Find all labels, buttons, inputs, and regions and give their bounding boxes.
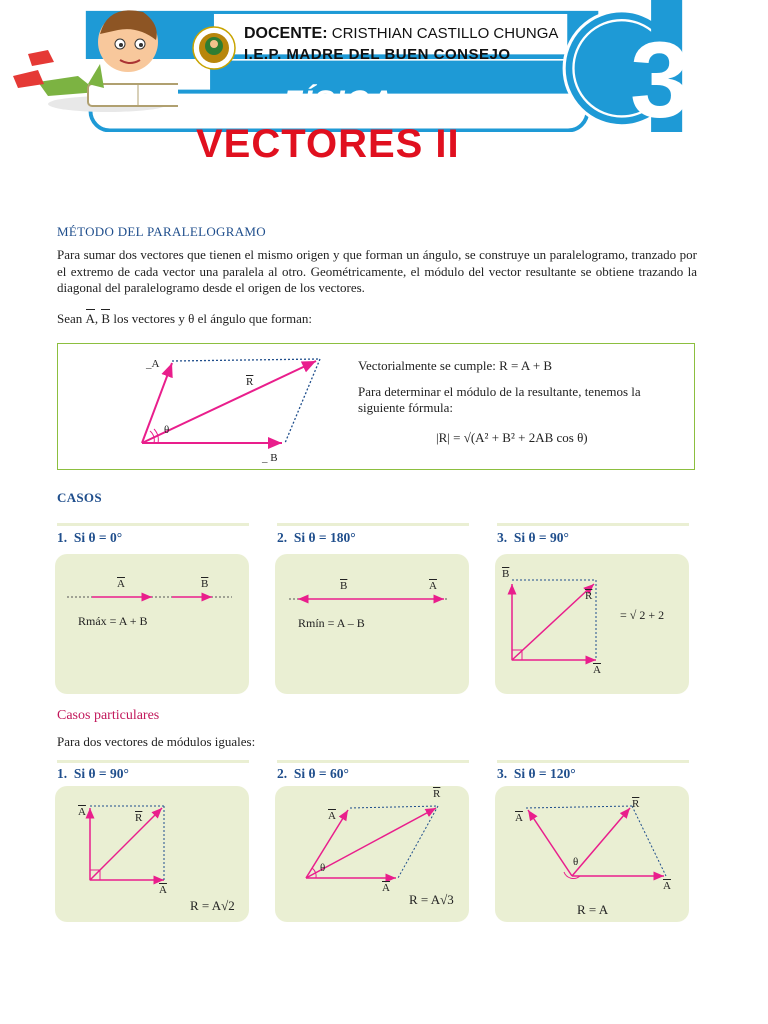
vector-sum-line bbox=[358, 358, 552, 374]
vector-sum-text: Vectorialmente se cumple: bbox=[358, 358, 496, 373]
level-text: SECUNDARIA bbox=[737, 10, 764, 181]
case-1-label-b: $\overline{B}$ bbox=[201, 578, 209, 590]
case-2-formula: Rmín = A – B bbox=[298, 616, 365, 630]
particular-3-label-r: $\overline{R}$ bbox=[632, 798, 640, 810]
particular-1-result: R = A√2 bbox=[190, 898, 235, 913]
particulares-header-rule bbox=[57, 760, 697, 764]
method-paragraph: Para sumar dos vectores que tienen el mismo origen y que forman un ángulo, se construye un paralelogramo, tranzado por el extremo de cada vector una paralela al otro. Geométricamente, el módulo del vector resultante se obtiene trazando la diagonal del paralelogramo desde el origen de los vectores. bbox=[57, 247, 697, 295]
particular-1-label-a-vertical: $\overline{A}$ bbox=[78, 806, 86, 818]
particular-1-label-r: $\overline{R}$ bbox=[135, 812, 143, 824]
vector-b-symbol: B bbox=[101, 311, 111, 326]
particular-3-label-a-lower: $\overline{A}$ bbox=[663, 880, 671, 892]
particular-2-title: 2. Si θ = 60° bbox=[277, 766, 349, 781]
particular-1-title: 1. Si θ = 90° bbox=[57, 766, 129, 781]
particular-1-label-a-horizontal: $\overline{A}$ bbox=[159, 884, 167, 896]
particular-3-result: R = A bbox=[577, 902, 609, 917]
particular-3-label-a-upper: $\overline{A}$ bbox=[515, 812, 523, 824]
case-1-title: 1. Si θ = 0° bbox=[57, 530, 123, 545]
particular-3-label-theta: θ bbox=[573, 856, 579, 868]
case-2-diagram bbox=[284, 590, 464, 610]
particular-2-diagram bbox=[300, 798, 450, 888]
particular-3-title: 3. Si θ = 120° bbox=[497, 766, 576, 781]
particular-2-label-a-upper: $\overline{A}$ bbox=[328, 810, 336, 822]
teacher-name: CRISTHIAN CASTILLO CHUNGA bbox=[331, 25, 559, 42]
level-vertical-label bbox=[734, 10, 768, 181]
school-name: I.E.P. MADRE DEL BUEN CONSEJO bbox=[244, 46, 511, 63]
particular-3-diagram bbox=[512, 798, 672, 888]
modulus-formula: |R| = √(A² + B² + 2AB cos θ) bbox=[436, 430, 588, 445]
case-1-formula: Rmáx = A + B bbox=[78, 614, 148, 628]
case-3-diagram bbox=[506, 574, 606, 670]
sean-comma: , bbox=[94, 311, 99, 326]
case-3-label-b: $\overline{B}$ bbox=[502, 568, 510, 580]
sean-mid: los vectores y bbox=[113, 311, 185, 326]
case-3-title: 3. Si θ = 90° bbox=[497, 530, 569, 545]
particular-1-diagram bbox=[84, 798, 174, 888]
particulares-title: Casos particulares bbox=[57, 708, 160, 723]
teacher-label: DOCENTE: bbox=[244, 25, 328, 42]
box-label-b: _ B bbox=[262, 452, 278, 464]
school-logo bbox=[192, 26, 236, 70]
particular-2-result: R = A√3 bbox=[409, 892, 454, 907]
grade-number: 3 bbox=[630, 19, 691, 140]
box-label-a: _A bbox=[146, 358, 160, 370]
sean-prefix: Sean bbox=[57, 311, 83, 326]
case-2-label-b: $\overline{B}$ bbox=[340, 580, 348, 592]
case-2-title: 2. Si θ = 180° bbox=[277, 530, 356, 545]
sean-line bbox=[57, 311, 312, 327]
method-title: MÉTODO DEL PARALELOGRAMO bbox=[57, 224, 266, 239]
subject-title: FÍSICA bbox=[283, 84, 394, 120]
vector-a-symbol: A bbox=[85, 311, 95, 326]
box-label-r: $\overline{R}$ bbox=[246, 376, 254, 388]
case-1-diagram bbox=[62, 588, 242, 608]
casos-header-rule bbox=[57, 523, 697, 527]
grade-suffix: ro bbox=[700, 38, 724, 65]
particulares-intro: Para dos vectores de módulos iguales: bbox=[57, 734, 256, 749]
particular-2-label-a-lower: $\overline{A}$ bbox=[382, 882, 390, 894]
sean-suffix: el ángulo que forman: bbox=[197, 311, 312, 326]
modulus-text: Para determinar el módulo de la resultante, tenemos la siguiente fórmula: bbox=[358, 384, 641, 415]
particular-2-label-theta: θ bbox=[320, 862, 326, 874]
case-3-label-a: $\overline{A}$ bbox=[593, 664, 601, 676]
topic-title: VECTORES II bbox=[196, 122, 460, 166]
vector-sum-formula: R = A + B bbox=[499, 358, 553, 373]
case-3-formula: = √ 2 + 2 bbox=[620, 608, 665, 622]
box-label-theta: θ bbox=[164, 424, 170, 436]
teacher-line bbox=[244, 25, 558, 43]
particular-2-label-r: $\overline{R}$ bbox=[433, 788, 441, 800]
student-reading-illustration bbox=[8, 4, 178, 114]
case-1-label-a: $\overline{A}$ bbox=[117, 578, 125, 590]
case-2-label-a: $\overline{A}$ bbox=[429, 580, 437, 592]
casos-title: CASOS bbox=[57, 490, 102, 505]
theta-symbol: θ bbox=[188, 311, 195, 326]
case-3-label-r: $\overline{R}$ bbox=[585, 590, 593, 602]
